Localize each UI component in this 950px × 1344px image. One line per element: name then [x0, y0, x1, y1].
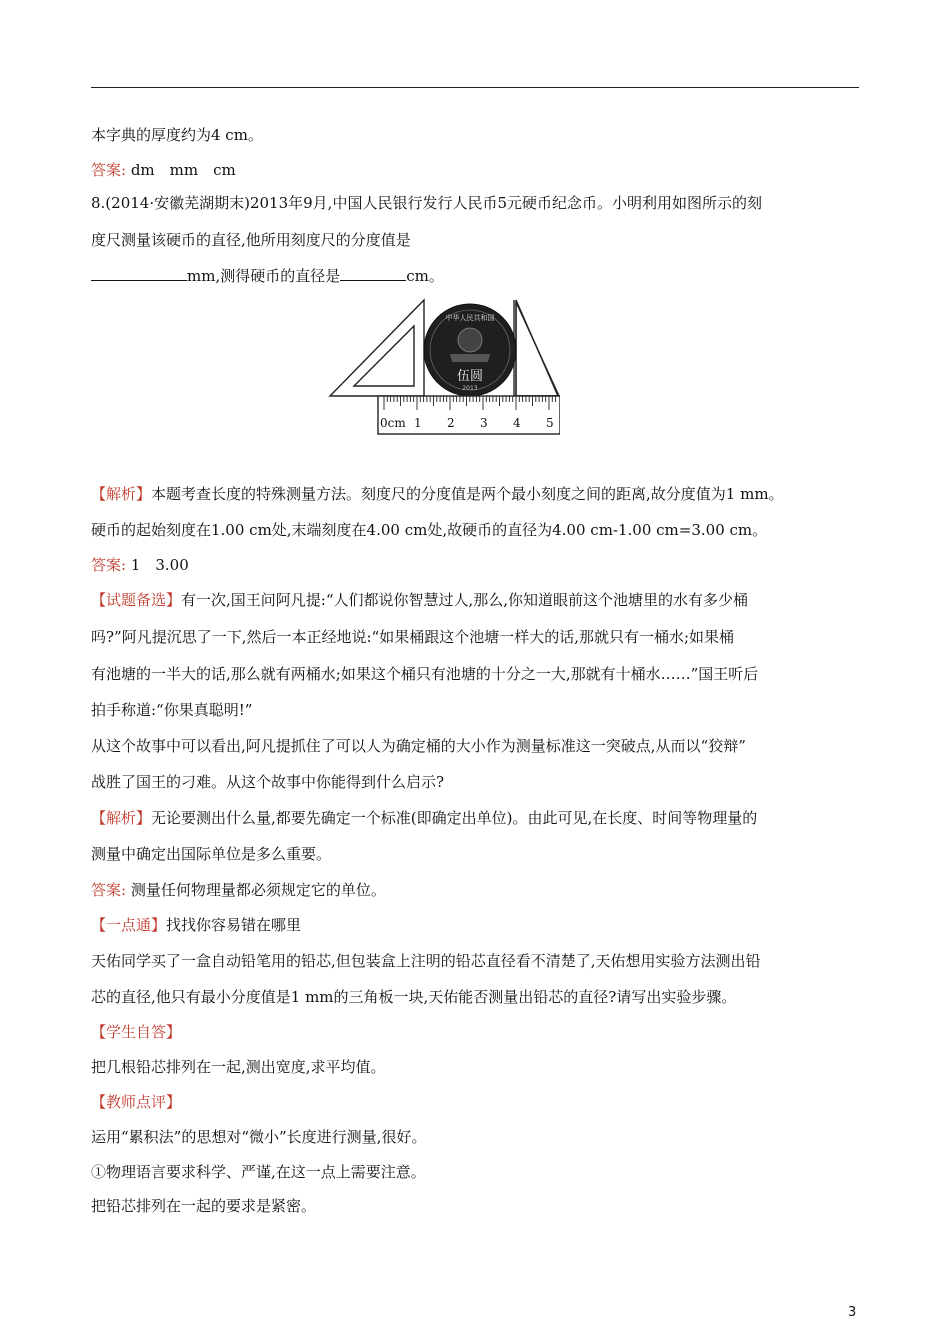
analysis-label: 【解析】 [91, 485, 152, 503]
text-line: 测量中确定出国际单位是多么重要。 [91, 845, 332, 863]
text-line: 有池塘的一半大的话,那么就有两桶水;如果这个桶只有池塘的十分之一大,那就有十桶水……”国王听后 [91, 665, 759, 683]
text-line: 硬币的起始刻度在1.00 cm处,末端刻度在4.00 cm处,故硬币的直径为4.00 cm-1.00 cm=3.00 cm。 [91, 521, 768, 539]
answer-label: 答案: [91, 161, 127, 179]
text-line: 天佑同学买了一盒自动铅笔用的铅芯,但包装盒上注明的铅芯直径看不清楚了,天佑想用实验方法测出铅 [91, 952, 761, 970]
coin-face-text: 伍圆 [456, 369, 484, 384]
teacher-comment-label: 【教师点评】 [91, 1093, 182, 1111]
question-8-line: 8.(2014·安徽芜湖期末)2013年9月,中国人民银行发行人民币5元硬币纪念币。小明利用如图所示的刻 [91, 194, 762, 212]
page-number: 3 [848, 1305, 857, 1320]
analysis-line: 【解析】无论要测出什么量,都要先确定一个标准(即确定出单位)。由此可见,在长度、时间等物理量的 [91, 809, 758, 827]
text-line: ①物理语言要求科学、严谨,在这一点上需要注意。 [91, 1163, 426, 1181]
tip-line: 【一点通】找找你容易错在哪里 [91, 916, 302, 934]
text-line: 拍手称道:“你果真聪明!” [91, 701, 253, 719]
text-line: 运用“累积法”的思想对“微小”长度进行测量,很好。 [91, 1128, 427, 1146]
teacher-comment-heading [91, 1092, 859, 1112]
header-rule [91, 87, 859, 88]
coin-top-text: 中华人民共和国 [445, 314, 495, 322]
answer-line: 答案: dm mm cm [91, 161, 236, 179]
answer-line: 答案: 测量任何物理量都必须规定它的单位。 [91, 881, 386, 899]
ruler-label: 1 [414, 416, 422, 430]
ruler-label: 4 [513, 416, 521, 430]
coin-measurement-figure [328, 298, 560, 438]
answer-label: 答案: [91, 881, 127, 899]
answer-blank-2[interactable] [340, 266, 406, 281]
answer-blank-1[interactable] [91, 266, 187, 281]
fill-blank-line: mm,测得硬币的直径是 cm。 [91, 266, 859, 286]
analysis-label: 【解析】 [91, 809, 152, 827]
text-line: 从这个故事中可以看出,阿凡提抓住了可以人为确定桶的大小作为测量标准这一突破点,从而以“狡辩” [91, 737, 746, 755]
backup-question-label: 【试题备选】 [91, 591, 182, 609]
text-line: 吗?”阿凡提沉思了一下,然后一本正经地说:“如果桶跟这个池塘一样大的话,那就只有一桶水;如果桶 [91, 628, 735, 646]
text-line: 本字典的厚度约为4 cm。 [91, 126, 263, 144]
text-line: 芯的直径,他只有最小分度值是1 mm的三角板一块,天佑能否测量出铅芯的直径?请写出实验步骤。 [91, 988, 737, 1006]
left-set-square [330, 300, 424, 396]
ruler-label: 3 [480, 416, 488, 430]
answer-label: 答案: [91, 556, 127, 574]
backup-question-line: 【试题备选】有一次,国王问阿凡提:“人们都说你智慧过人,那么,你知道眼前这个池塘里的水有多少桶 [91, 591, 749, 609]
student-answer-heading [91, 1022, 859, 1042]
analysis-line: 【解析】本题考查长度的特殊测量方法。刻度尺的分度值是两个最小刻度之间的距离,故分度值为1 mm。 [91, 485, 784, 503]
text-line: 度尺测量该硬币的直径,他所用刻度尺的分度值是 [91, 231, 411, 249]
text-line: 把铅芯排列在一起的要求是紧密。 [91, 1197, 317, 1215]
text-line: 战胜了国王的刁难。从这个故事中你能得到什么启示? [91, 773, 445, 791]
ruler-label: 0cm [380, 416, 406, 430]
tip-label: 【一点通】 [91, 916, 167, 934]
ruler-label: 2 [447, 416, 455, 430]
ruler-label: 5 [546, 416, 554, 430]
student-answer-label: 【学生自答】 [91, 1023, 182, 1041]
coin-year-text: 2013 [462, 385, 478, 392]
answer-line: 答案: 1 3.00 [91, 556, 189, 574]
text-line: 把几根铅芯排列在一起,测出宽度,求平均值。 [91, 1058, 386, 1076]
